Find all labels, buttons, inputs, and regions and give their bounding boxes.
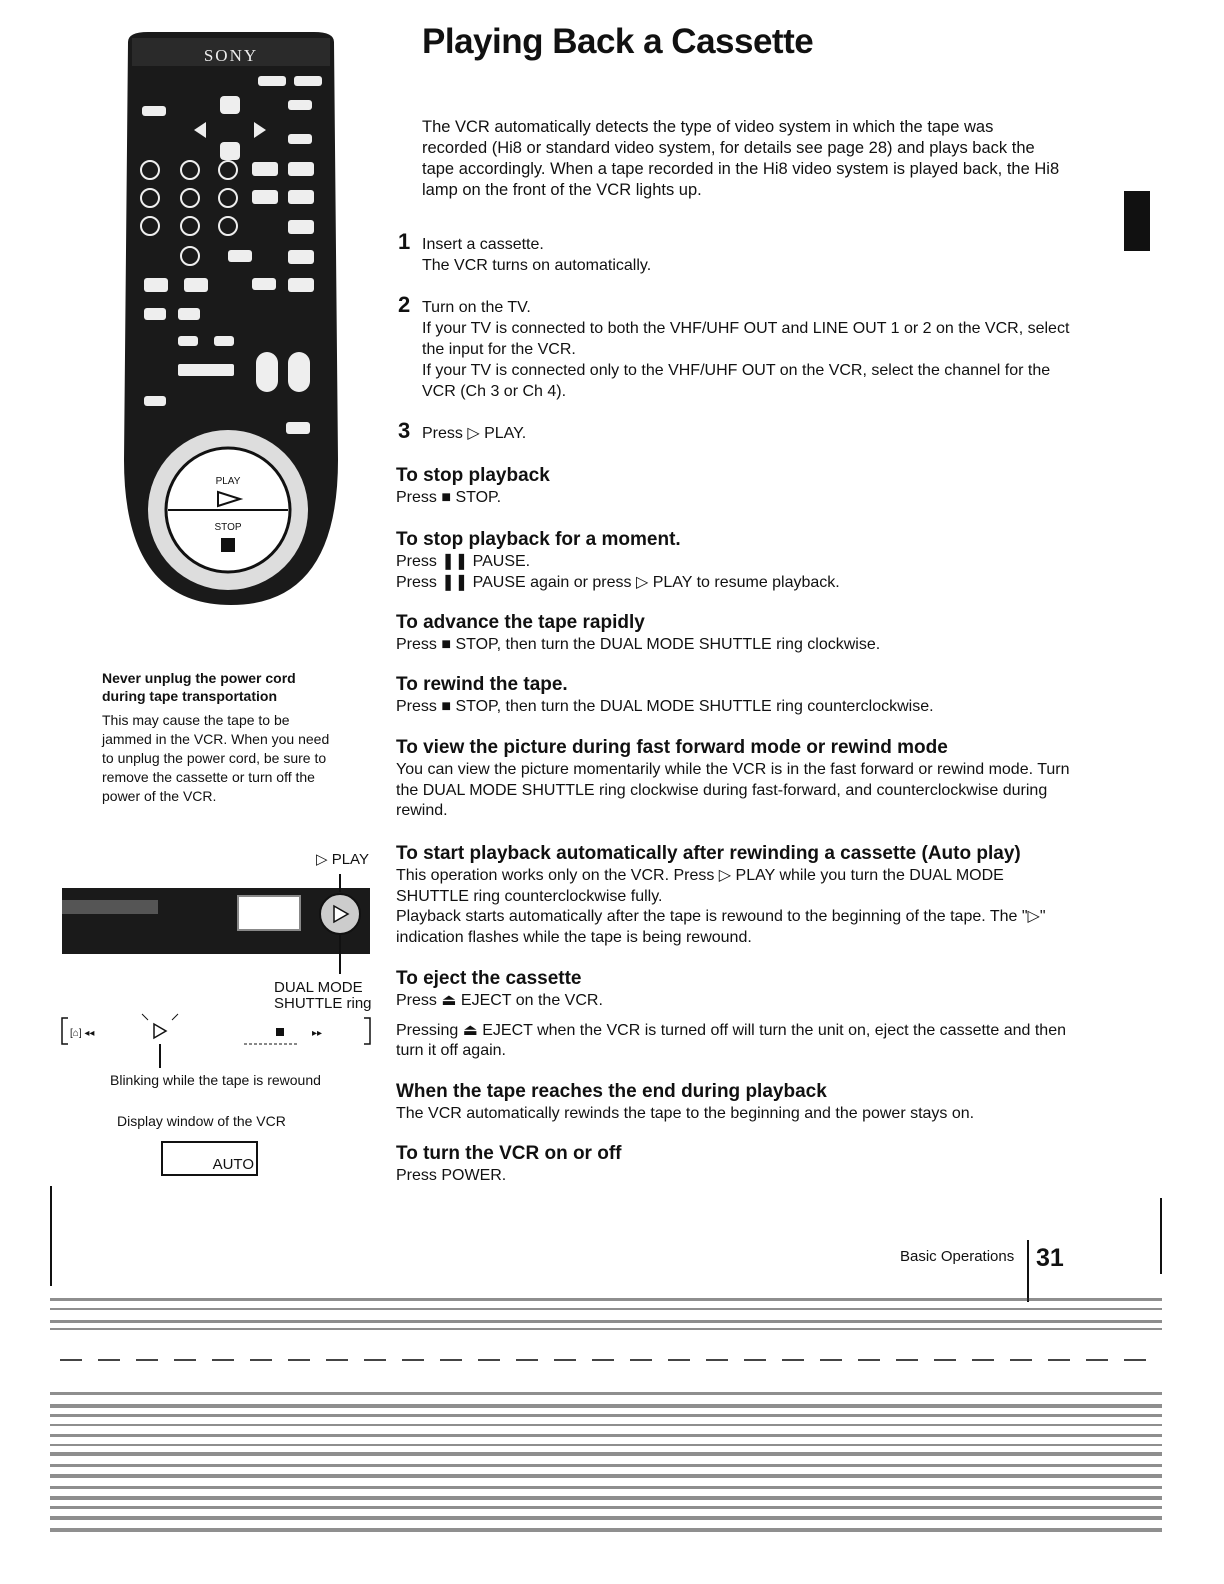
section-heading: To stop playback for a moment. <box>396 529 681 550</box>
step-number: 1 <box>398 229 411 254</box>
remote-play-label: PLAY <box>215 476 241 487</box>
step-number: 2 <box>398 292 411 317</box>
vcr-play-label: ▷ PLAY <box>316 851 369 868</box>
section-view-picture <box>396 736 1076 822</box>
section-rewind <box>396 673 1076 718</box>
section-advance <box>396 611 1076 656</box>
section-line: Press ■ STOP. <box>396 489 502 506</box>
scan-noise-band <box>50 1292 1162 1540</box>
section-line: Press ⏏ EJECT on the VCR. <box>396 992 603 1009</box>
shuttle-indicator-diagram <box>58 1010 376 1070</box>
step-3 <box>398 418 1072 444</box>
step-2 <box>398 292 1072 402</box>
section-heading: When the tape reaches the end during playback <box>396 1081 827 1102</box>
section-heading: To advance the tape rapidly <box>396 612 645 633</box>
left-margin-rule <box>50 1186 52 1286</box>
footer-section-label: Basic Operations <box>900 1248 1015 1265</box>
note-body: This may cause the tape to be jammed in the VCR. When you need to unplug the power cord, be sure to remove the cassette or turn off the power of the VCR. <box>102 712 330 804</box>
remote-brand: SONY <box>203 46 259 65</box>
section-tab-marker <box>1124 191 1150 251</box>
caution-note <box>102 669 342 806</box>
step-line: Turn on the TV. <box>422 299 531 316</box>
section-line: Press ❚❚ PAUSE. <box>396 553 531 570</box>
section-heading: To stop playback <box>396 465 550 486</box>
display-caption: Display window of the VCR <box>117 1113 286 1129</box>
page-title: Playing Back a Cassette <box>422 22 814 61</box>
section-tape-end <box>396 1080 1076 1125</box>
section-line: Playback starts automatically after the tape is rewound to the beginning of the tape. The "▷" indication flashes while the tape is being rewound. <box>396 908 1046 946</box>
vcr-illustration <box>58 872 374 976</box>
section-heading: To view the picture during fast forward mode or rewind mode <box>396 737 948 758</box>
svg-text:▸▸: ▸▸ <box>312 1028 323 1039</box>
section-line: Press ■ STOP, then turn the DUAL MODE SHUTTLE ring clockwise. <box>396 636 881 653</box>
note-heading: Never unplug the power cord during tape transportation <box>102 670 296 704</box>
section-pause <box>396 528 1076 593</box>
section-line: This operation works only on the VCR. Press ▷ PLAY while you turn the DUAL MODE SHUTTLE ring counterclockwise fully. <box>396 867 1004 905</box>
section-line: Press POWER. <box>396 1167 507 1184</box>
step-line: If your TV is connected only to the VHF/UHF OUT on the VCR, select the channel for the VCR (Ch 3 or Ch 4). <box>422 362 1051 400</box>
intro-paragraph: The VCR automatically detects the type of video system in which the tape was recorded (Hi8 or standard video system, for details see page 28) and plays back the tape accordingly. When a tape recorded in the Hi8 video system is played back, the Hi8 lamp on the front of the VCR lights up. <box>422 118 1060 199</box>
display-auto-text: AUTO <box>212 1156 254 1173</box>
section-line: Press ❚❚ PAUSE again or press ▷ PLAY to resume playback. <box>396 573 840 591</box>
section-heading: To start playback automatically after rewinding a cassette (Auto play) <box>396 843 1021 864</box>
section-power <box>396 1142 1076 1187</box>
section-heading: To eject the cassette <box>396 968 582 989</box>
section-eject <box>396 967 1076 1062</box>
step-line: If your TV is connected to both the VHF/UHF OUT and LINE OUT 1 or 2 on the VCR, select the input for the VCR. <box>422 320 1070 358</box>
remote-control-illustration <box>118 30 344 610</box>
step-number: 3 <box>398 418 411 443</box>
section-heading: To rewind the tape. <box>396 674 568 695</box>
step-line: The VCR turns on automatically. <box>422 257 652 274</box>
step-line: Press ▷ PLAY. <box>422 425 527 442</box>
page-number: 31 <box>1036 1244 1064 1272</box>
section-heading: To turn the VCR on or off <box>396 1143 622 1164</box>
display-window <box>161 1141 258 1176</box>
section-line: Press ■ STOP, then turn the DUAL MODE SHUTTLE ring counterclockwise. <box>396 698 934 715</box>
blinking-caption: Blinking while the tape is rewound <box>110 1072 321 1088</box>
section-line: You can view the picture momentarily while the VCR is in the fast forward or rewind mode. Turn the DUAL MODE SHUTTLE ring clockwise during fast-forward, and counterclockwise during rewind. <box>396 761 1070 819</box>
svg-text:[⌂] ◂◂: [⌂] ◂◂ <box>70 1028 95 1039</box>
right-margin-rule <box>1160 1198 1162 1274</box>
shuttle-label-2: SHUTTLE ring <box>274 995 372 1012</box>
section-line: The VCR automatically rewinds the tape to the beginning and the power stays on. <box>396 1105 975 1122</box>
step-line: Insert a cassette. <box>422 236 544 253</box>
step-1 <box>398 229 1072 276</box>
remote-stop-label: STOP <box>214 522 242 533</box>
section-line: Pressing ⏏ EJECT when the VCR is turned off will turn the unit on, eject the cassette and then turn it off again. <box>396 1021 1066 1059</box>
section-auto-play <box>396 842 1076 948</box>
shuttle-label-1: DUAL MODE <box>274 979 363 996</box>
section-stop-playback <box>396 464 1076 509</box>
